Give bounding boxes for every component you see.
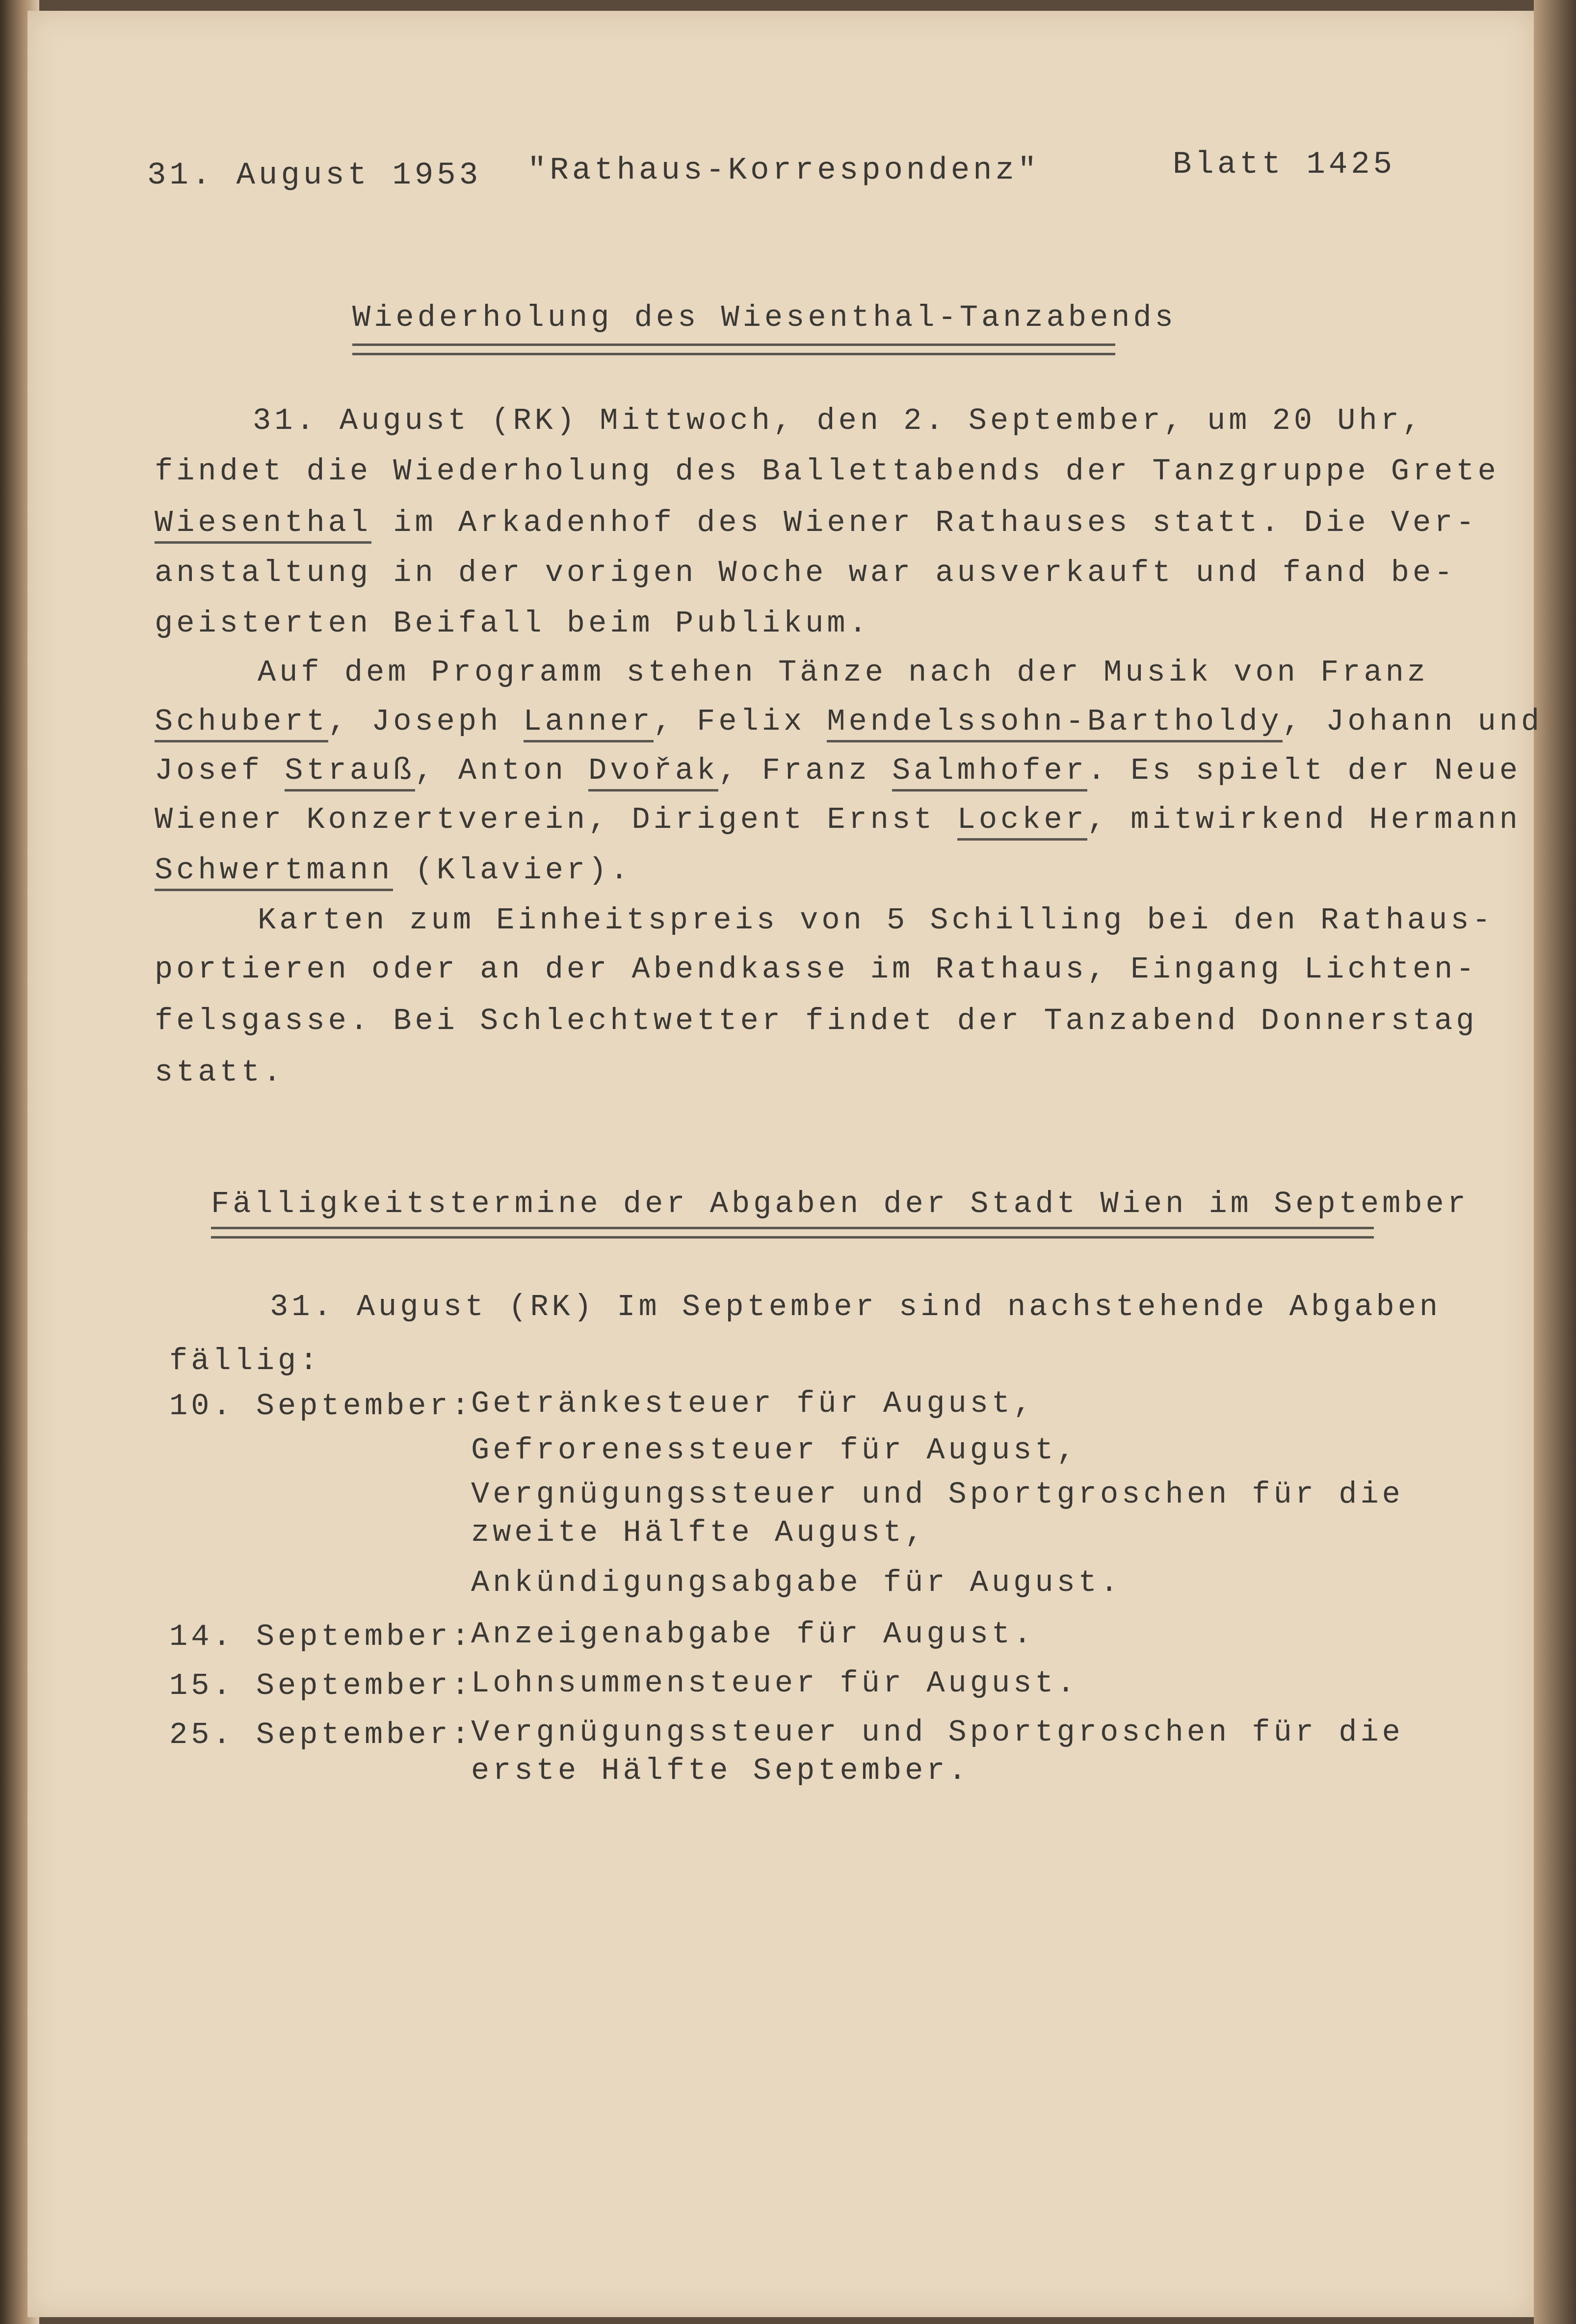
line-text: Josef	[155, 753, 285, 788]
article2-title-rule	[211, 1227, 1374, 1239]
due-date: 14. September:	[169, 1619, 473, 1654]
tax-item: Getränkesteuer für August,	[471, 1386, 1035, 1421]
article1-line	[155, 853, 632, 888]
document-page	[27, 11, 1534, 2317]
underlined-name: Strauß	[285, 753, 415, 792]
due-date: 10. September:	[169, 1389, 473, 1424]
tax-item: Gefrorenessteuer für August,	[471, 1433, 1078, 1468]
underlined-name: Schwertmann	[155, 853, 393, 891]
line-text: Karten zum Einheitspreis von 5 Schilling bei den Rathaus-	[258, 903, 1494, 938]
line-text: , mitwirkend Hermann	[1087, 802, 1521, 837]
article1-line	[155, 606, 870, 641]
article1-line	[155, 454, 1499, 489]
line-text: , Johann und	[1282, 704, 1543, 739]
underlined-name: Schubert	[155, 704, 328, 742]
line-text: Wiener Konzertverein, Dirigent Ernst	[155, 802, 957, 837]
underlined-name: Salmhofer	[892, 753, 1087, 792]
underlined-name: Locker	[957, 802, 1087, 841]
tax-item: Lohnsummensteuer für August.	[471, 1666, 1078, 1701]
article1-line	[155, 952, 1478, 987]
tax-item: Vergnügungssteuer und Sportgroschen für die erste Hälfte September.	[471, 1715, 1404, 1788]
line-text: , Anton	[415, 753, 589, 788]
line-text: (Klavier).	[393, 853, 632, 888]
underlined-name: Lanner	[524, 704, 654, 742]
line-text: felsgasse. Bei Schlechtwetter findet der Tanzabend Donnerstag	[155, 1004, 1478, 1038]
article1-title: Wiederholung des Wiesenthal-Tanzabends	[352, 300, 1177, 335]
article1-line	[155, 1004, 1478, 1038]
article2-title: Fälligkeitstermine der Abgaben der Stadt Wien im September	[211, 1187, 1469, 1221]
due-date: 25. September:	[169, 1717, 473, 1752]
article2-intro: 31. August (RK) Im September sind nachstehende Abgaben	[270, 1290, 1442, 1324]
article1-line	[155, 753, 1521, 788]
line-text: im Arkadenhof des Wiener Rathauses statt. Die Ver-	[371, 505, 1478, 540]
line-text: 31. August (RK) Mittwoch, den 2. September, um 20 Uhr,	[253, 403, 1424, 438]
tax-item: Ankündigungsabgabe für August.	[471, 1565, 1122, 1600]
article1-line	[253, 403, 1424, 438]
line-text: anstaltung in der vorigen Woche war ausverkauft und fand be-	[155, 555, 1456, 590]
header-page-number: Blatt 1425	[1173, 147, 1396, 183]
article1-line	[258, 655, 1429, 690]
article1-line	[258, 903, 1494, 938]
article1-title-rule	[352, 343, 1115, 355]
line-text: geisterten Beifall beim Publikum.	[155, 606, 870, 641]
article1-line	[155, 555, 1456, 590]
tax-item: Vergnügungssteuer und Sportgroschen für die zweite Hälfte August,	[471, 1477, 1404, 1550]
underlined-name: Mendelssohn-Bartholdy	[827, 704, 1282, 742]
due-date: 15. September:	[169, 1668, 473, 1703]
line-text: statt.	[155, 1055, 285, 1090]
header-date: 31. August 1953	[147, 158, 482, 193]
article1-line	[155, 505, 1478, 540]
article1-line	[155, 704, 1543, 739]
article1-line	[155, 1055, 285, 1090]
line-text: findet die Wiederholung des Ballettabends der Tanzgruppe Grete	[155, 454, 1499, 489]
article2-intro-continued: fällig:	[169, 1344, 321, 1378]
line-text: . Es spielt der Neue	[1087, 753, 1522, 788]
tax-item: Anzeigenabgabe für August.	[471, 1617, 1035, 1652]
underlined-name: Wiesenthal	[155, 505, 371, 544]
line-text: Auf dem Programm stehen Tänze nach der Musik von Franz	[258, 655, 1429, 690]
line-text: , Felix	[653, 704, 827, 739]
line-text: portieren oder an der Abendkasse im Rathaus, Eingang Lichten-	[155, 952, 1478, 987]
line-text: , Franz	[718, 753, 893, 788]
page-edge	[1534, 0, 1576, 2324]
line-text: , Joseph	[328, 704, 524, 739]
header-publication: "Rathaus-Korrespondenz"	[527, 153, 1040, 188]
article1-line	[155, 802, 1521, 837]
underlined-name: Dvořak	[588, 753, 718, 792]
